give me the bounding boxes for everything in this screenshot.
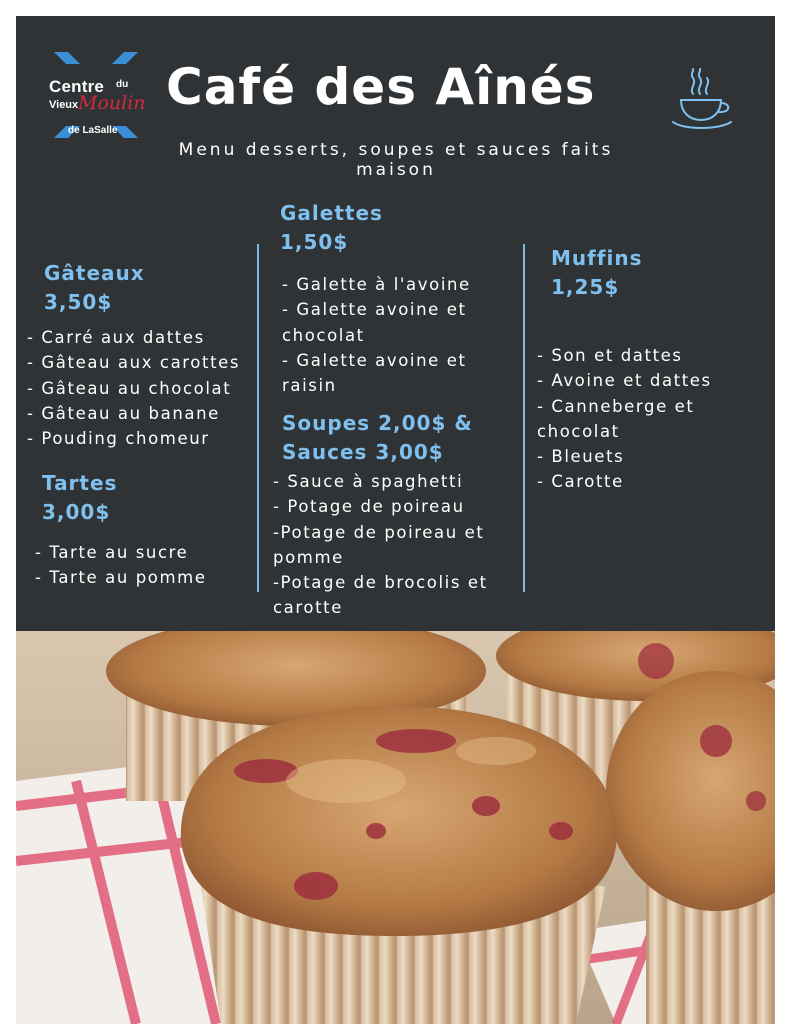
galettes-title: Galettes bbox=[280, 201, 383, 225]
galettes-price: 1,50$ bbox=[280, 230, 349, 254]
list-item: - Carré aux dattes bbox=[27, 328, 205, 347]
list-item: -Potage de brocolis et bbox=[273, 573, 488, 593]
list-item: - Gâteau au banane bbox=[27, 403, 220, 423]
list-item: - Bleuets bbox=[537, 447, 625, 467]
list-item: - Potage de poireau bbox=[273, 497, 465, 517]
gateaux-title: Gâteaux bbox=[44, 261, 145, 285]
gateaux-price: 3,50$ bbox=[44, 290, 113, 314]
muffins-price: 1,25$ bbox=[551, 275, 620, 299]
list-item: - Canneberge et bbox=[537, 396, 695, 416]
tartes-price: 3,00$ bbox=[42, 500, 111, 524]
logo-line-centre: Centre bbox=[49, 77, 105, 96]
list-item: carotte bbox=[273, 598, 343, 618]
logo-line-vieux: Vieux bbox=[49, 99, 79, 111]
list-item: - Avoine et dattes bbox=[537, 371, 712, 391]
tartes-list bbox=[35, 540, 255, 591]
list-item: - Tarte au pomme bbox=[35, 568, 207, 588]
page-title: Café des Aînés bbox=[166, 58, 596, 116]
list-item: - Tarte au sucre bbox=[35, 543, 189, 562]
menu-poster bbox=[16, 16, 775, 1024]
list-item: chocolat bbox=[282, 325, 365, 345]
chalkboard-panel bbox=[16, 16, 775, 631]
muffins-photo bbox=[16, 631, 775, 1024]
list-item: - Gâteau au chocolat bbox=[27, 378, 232, 398]
list-item: -Potage de poireau et bbox=[273, 522, 485, 542]
list-item: chocolat bbox=[537, 421, 620, 441]
tartes-title: Tartes bbox=[42, 471, 118, 495]
list-item: pomme bbox=[273, 547, 344, 567]
list-item: - Gâteau aux carottes bbox=[27, 353, 241, 373]
column-divider-right bbox=[523, 244, 525, 592]
list-item: - Pouding chomeur bbox=[27, 429, 210, 449]
logo-line-du: du bbox=[116, 79, 129, 90]
soupes-title: Soupes 2,00$ & bbox=[282, 411, 473, 435]
list-item: - Galette avoine et bbox=[282, 350, 467, 370]
soupes-list bbox=[273, 469, 523, 621]
list-item: - Carotte bbox=[537, 472, 624, 492]
muffin-illustration bbox=[16, 631, 775, 1024]
logo-line-moulin: Moulin bbox=[78, 92, 146, 114]
muffins-title: Muffins bbox=[551, 246, 643, 270]
list-item: - Son et dattes bbox=[537, 346, 683, 365]
list-item: - Sauce à spaghetti bbox=[273, 472, 464, 491]
list-item: - Galette à l'avoine bbox=[282, 275, 471, 294]
galettes-list bbox=[282, 272, 518, 398]
list-item: - Galette avoine et bbox=[282, 300, 467, 320]
coffee-cup-icon bbox=[671, 68, 733, 134]
page-subtitle: Menu desserts, soupes et sauces faits maison bbox=[178, 140, 614, 180]
sauces-title: Sauces 3,00$ bbox=[282, 440, 444, 464]
gateaux-list bbox=[27, 325, 255, 451]
muffins-list bbox=[537, 343, 769, 495]
centre-logo bbox=[46, 48, 146, 142]
list-item: raisin bbox=[282, 376, 337, 396]
column-divider-left bbox=[257, 244, 259, 592]
logo-line-lasalle: de LaSalle bbox=[68, 125, 118, 136]
